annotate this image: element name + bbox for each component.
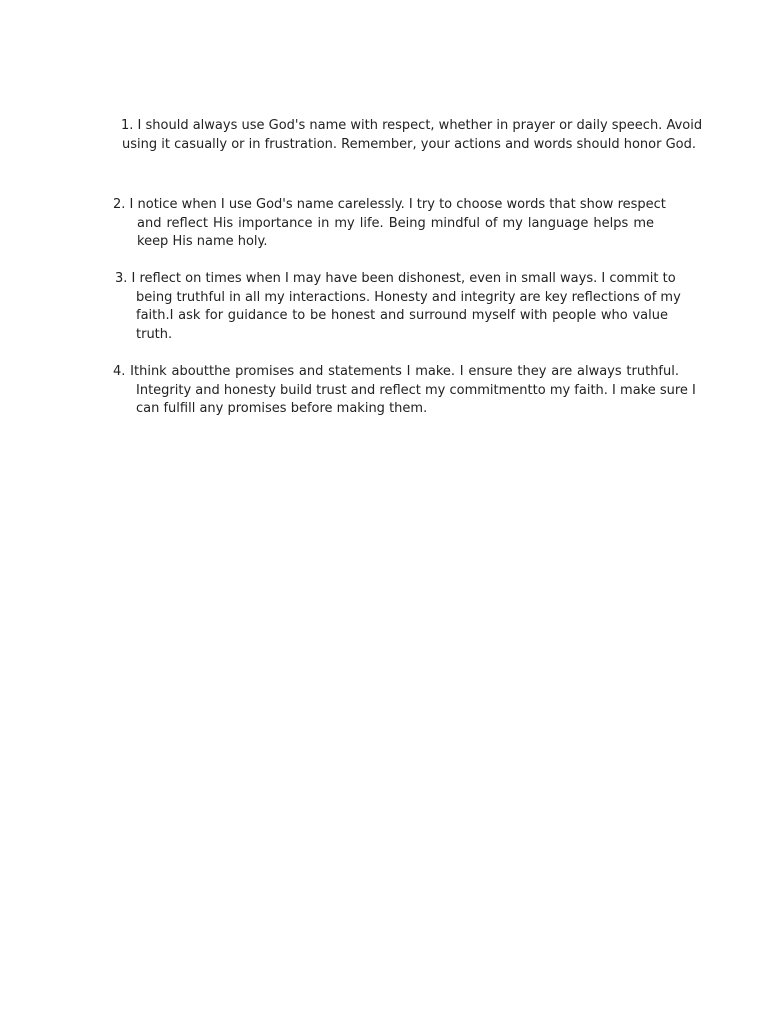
reflection-item-2: [113, 196, 666, 252]
item-3-line-4: truth.: [136, 326, 173, 342]
item-3-line-3: faith.I ask for guidance to be honest and surround myself with people who value: [136, 308, 668, 323]
reflection-item-3: [115, 270, 681, 344]
item-4-line-2: Integrity and honesty build trust and reflect my commitmentto my faith. I make sure I: [136, 382, 696, 398]
item-2-line-2: and reflect His importance in my life. Being mindful of my language helps me: [137, 215, 654, 231]
item-2-line-3: keep His name holy.: [137, 234, 268, 249]
item-2-line-1: 2. I notice when I use God's name carelessly. I try to choose words that show respect: [113, 197, 666, 212]
item-4-line-1: 4. Ithink aboutthe promises and statements I make. I ensure they are always truthful.: [113, 364, 679, 379]
item-1-line-2: using it casually or in frustration. Remember, your actions and words should honor God.: [122, 136, 696, 152]
item-4-line-3: can fulfill any promises before making them.: [136, 401, 428, 416]
reflection-item-4: [113, 363, 696, 419]
reflection-item-1: [116, 117, 703, 154]
item-1-line-1: 1. I should always use God's name with respect, whether in prayer or daily speech. Avoid: [121, 118, 703, 133]
item-3-line-1: 3. I reflect on times when I may have been dishonest, even in small ways. I commit to: [115, 271, 676, 286]
item-3-line-2: being truthful in all my interactions. Honesty and integrity are key reflections of my: [136, 289, 681, 305]
